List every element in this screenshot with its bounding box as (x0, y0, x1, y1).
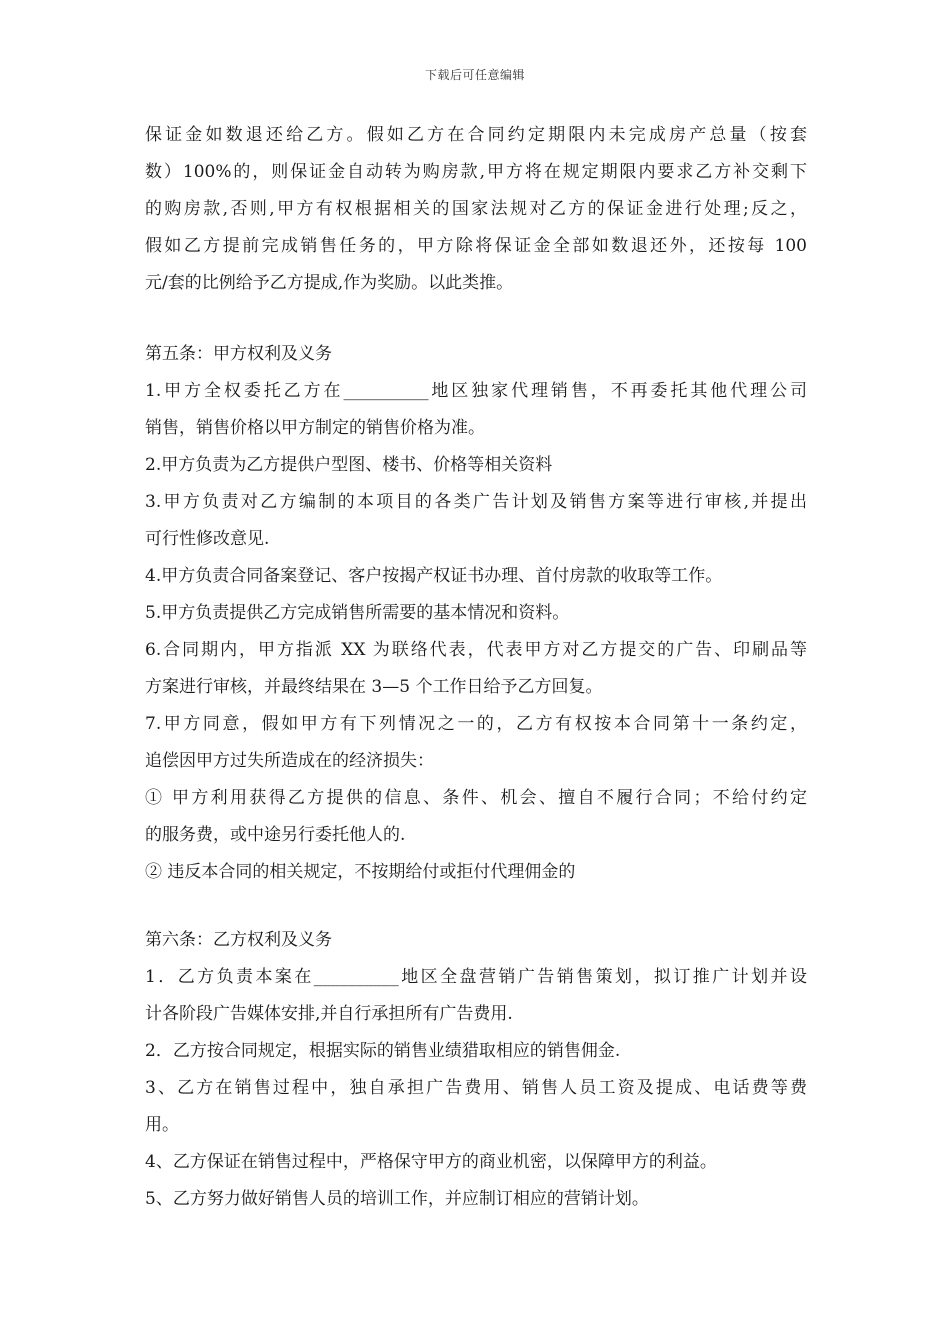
paragraph-deposit (145, 117, 807, 302)
list-item-line: 5.甲方负责提供乙方完成销售所需要的基本情况和资料。 (145, 603, 570, 623)
list-item-line: 2．乙方按合同规定，根据实际的销售业绩猎取相应的销售佣金. (145, 1041, 621, 1061)
section-6 (145, 922, 807, 1218)
list-item-line: 可行性修改意见. (145, 529, 270, 549)
list-item-line: 4.甲方负责合同备案登记、客户按揭产权证书办理、首付房款的收取等工作。 (145, 566, 723, 586)
list-item-line: 方案进行审核，并最终结果在 3—5 个工作日给予乙方回复。 (145, 677, 603, 697)
section-5 (145, 336, 807, 891)
list-item-line: 销售，销售价格以甲方制定的销售价格为准。 (145, 418, 485, 438)
list-item-line: 5、乙方努力做好销售人员的培训工作，并应制订相应的营销计划。 (145, 1189, 649, 1209)
text-line: 元/套的比例给予乙方提成,作为奖励。以此类推。 (145, 273, 514, 293)
list-item-line: 计各阶段广告媒体安排,并自行承担所有广告费用. (145, 1004, 513, 1024)
list-item-line: 2.甲方负责为乙方提供户型图、楼书、价格等相关资料 (145, 455, 553, 475)
list-item-line: 用。 (145, 1115, 179, 1135)
section-title: 第六条：乙方权利及义务 (145, 930, 332, 950)
text-line: 假如乙方提前完成销售任务的，甲方除将保证金全部如数退还外，还按每 100 (145, 236, 807, 256)
list-item-line: 3.甲方负责对乙方编制的本项目的各类广告计划及销售方案等进行审核,并提出 (145, 492, 807, 512)
text-line: 保证金如数退还给乙方。假如乙方在合同约定期限内未完成房产总量（按套 (145, 125, 807, 145)
section-title: 第五条：甲方权利及义务 (145, 344, 332, 364)
list-item-line: ① 甲方利用获得乙方提供的信息、条件、机会、擅自不履行合同；不给付约定 (145, 788, 807, 808)
list-item-line: 3、乙方在销售过程中，独自承担广告费用、销售人员工资及提成、电话费等费 (145, 1078, 807, 1098)
list-item-line: 7.甲方同意，假如甲方有下列情况之一的，乙方有权按本合同第十一条约定， (145, 714, 807, 734)
list-item-line: 1.甲方全权委托乙方在__________地区独家代理销售，不再委托其他代理公司 (145, 381, 807, 401)
list-item-line: 6.合同期内，甲方指派 XX 为联络代表，代表甲方对乙方提交的广告、印刷品等 (145, 640, 807, 660)
list-item-line: 追偿因甲方过失所造成在的经济损失： (145, 751, 434, 771)
list-item-line: ② 违反本合同的相关规定，不按期给付或拒付代理佣金的 (145, 862, 576, 882)
text-line: 的购房款,否则,甲方有权根据相关的国家法规对乙方的保证金进行处理;反之， (145, 199, 807, 219)
list-item-line: 1．乙方负责本案在__________地区全盘营销广告销售策划，拟订推广计划并设 (145, 967, 807, 987)
text-line: 数）100%的，则保证金自动转为购房款,甲方将在规定期限内要求乙方补交剩下 (145, 162, 807, 182)
page-header: 下载后可任意编辑 (424, 68, 525, 82)
list-item-line: 的服务费，或中途另行委托他人的. (145, 825, 406, 845)
document-body (145, 117, 807, 1218)
list-item-line: 4、乙方保证在销售过程中，严格保守甲方的商业机密，以保障甲方的利益。 (145, 1152, 717, 1172)
